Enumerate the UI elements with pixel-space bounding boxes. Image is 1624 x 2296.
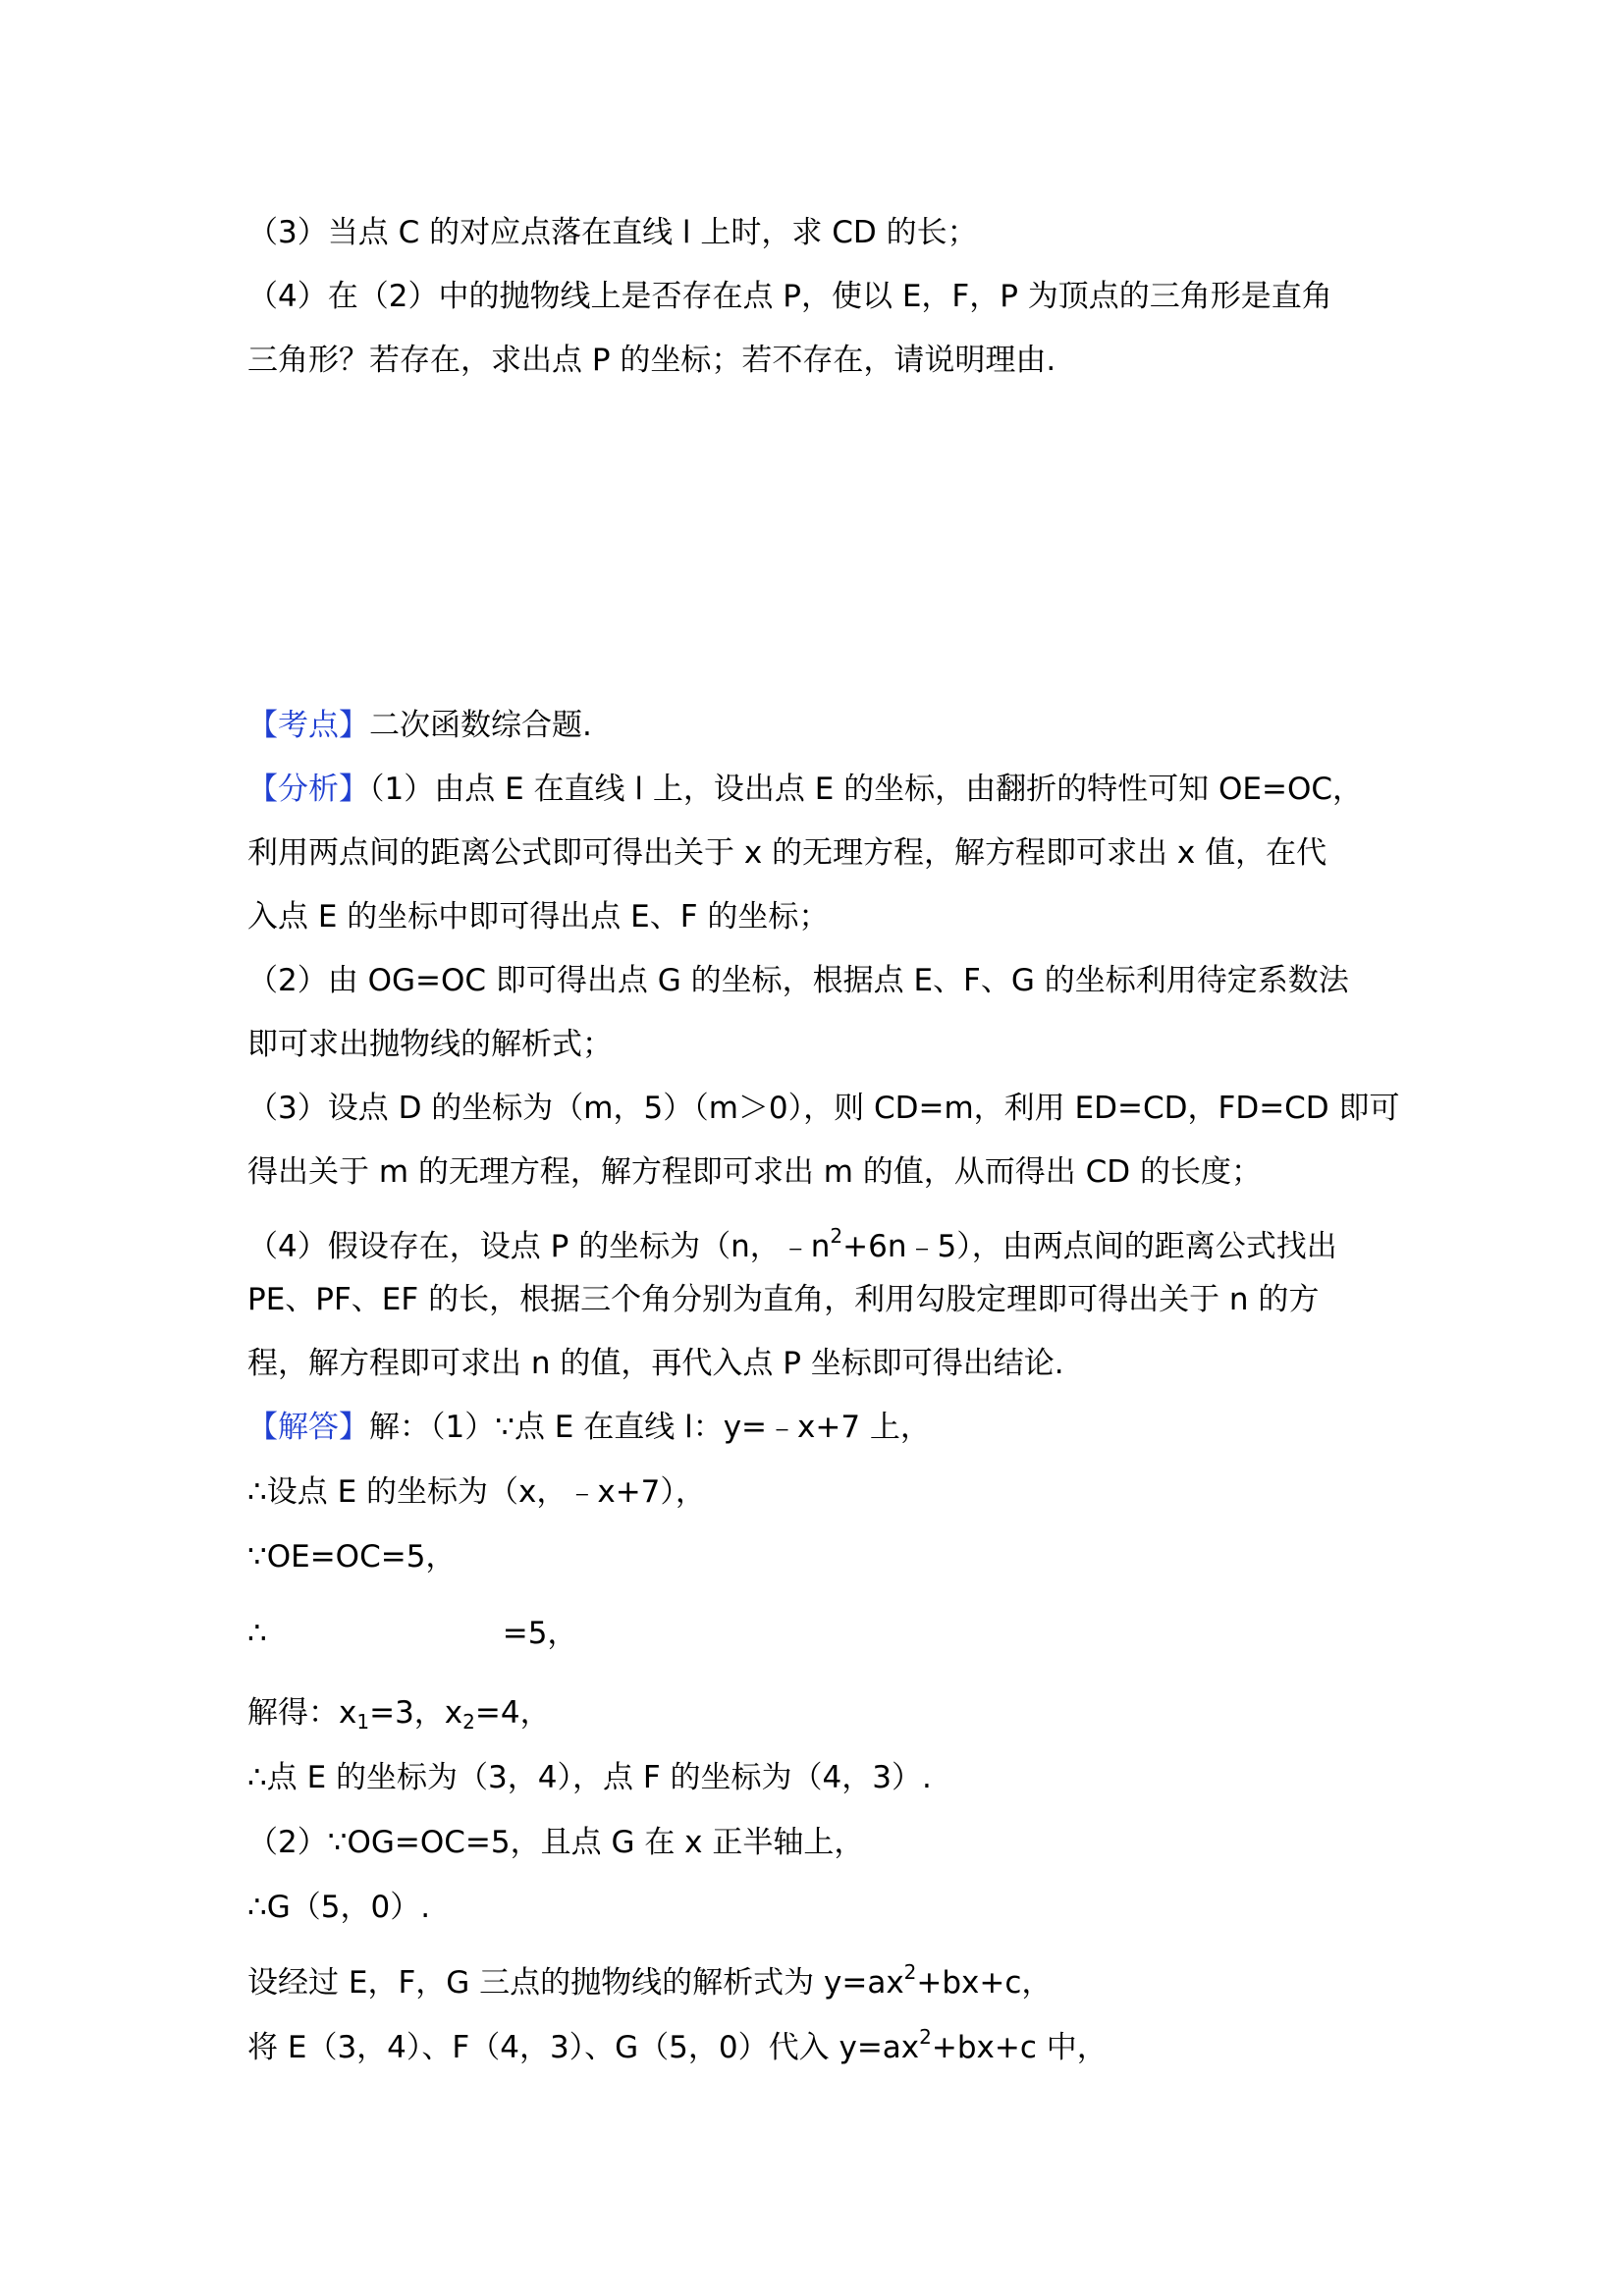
jieda-line-5 bbox=[247, 1693, 551, 1741]
question-part-3: （3）当点 C 的对应点落在直线 l 上时，求 CD 的长； bbox=[247, 215, 978, 250]
jieda-line-10 bbox=[247, 2017, 1108, 2067]
jieda-line-3: ∵OE=OC=5， bbox=[247, 1539, 457, 1575]
fenxi-line-10: 程，解方程即可求出 n 的值，再代入点 P 坐标即可得出结论. bbox=[247, 1346, 1064, 1381]
jieda-line-9-b: +bx+c， bbox=[916, 1965, 1053, 2001]
fenxi-line-1 bbox=[247, 770, 1363, 809]
jieda-line-4 bbox=[247, 1614, 577, 1653]
jieda-line-9-sup: 2 bbox=[903, 1960, 917, 1984]
jieda-tag: 【解答】 bbox=[247, 1410, 369, 1445]
jieda-line-6: ∴点 E 的坐标为（3，4），点 F 的坐标为（4，3）. bbox=[247, 1760, 932, 1795]
therefore-symbol: ∴ bbox=[247, 1616, 267, 1651]
fenxi-line-3: 入点 E 的坐标中即可得出点 E、F 的坐标； bbox=[247, 899, 830, 934]
jieda-line-10-a: 将 E（3，4）、F（4，3）、G（5，0）代入 y=ax bbox=[247, 2030, 920, 2065]
jieda-line-10-b: +bx+c 中， bbox=[931, 2030, 1108, 2065]
fenxi-line-8-sup: 2 bbox=[830, 1224, 843, 1248]
jieda-line-5-b: =3，x bbox=[369, 1695, 463, 1731]
jieda-line-2: ∴设点 E 的坐标为（x，﹣x+7）， bbox=[247, 1474, 706, 1510]
kaodian-line bbox=[247, 706, 592, 745]
jieda-line-5-sub-1: 1 bbox=[356, 1710, 370, 1734]
fenxi-line-9: PE、PF、EF 的长，根据三个角分别为直角，利用勾股定理即可得出关于 n 的方 bbox=[247, 1282, 1320, 1317]
fenxi-text-1: （1）由点 E 在直线 l 上，设出点 E 的坐标，由翻折的特性可知 OE=OC， bbox=[369, 772, 1363, 807]
fenxi-line-2: 利用两点间的距离公式即可得出关于 x 的无理方程，解方程即可求出 x 值，在代 bbox=[247, 835, 1327, 871]
fenxi-line-8-b: +6n﹣5），由两点间的距离公式找出 bbox=[842, 1229, 1337, 1264]
kaodian-text: 二次函数综合题. bbox=[369, 708, 592, 743]
jieda-line-7: （2）∵OG=OC=5，且点 G 在 x 正半轴上， bbox=[247, 1825, 865, 1860]
question-part-4-line-2: 三角形？若存在，求出点 P 的坐标；若不存在，请说明理由. bbox=[247, 343, 1056, 378]
jieda-line-9 bbox=[247, 1952, 1052, 2002]
jieda-line-5-c: =4， bbox=[474, 1695, 551, 1731]
fenxi-line-7: 得出关于 m 的无理方程，解方程即可求出 m 的值，从而得出 CD 的长度； bbox=[247, 1154, 1263, 1190]
fenxi-line-8 bbox=[247, 1216, 1337, 1266]
fenxi-line-4: （2）由 OG=OC 即可得出点 G 的坐标，根据点 E、F、G 的坐标利用待定系数法 bbox=[247, 963, 1349, 998]
jieda-line-5-a: 解得：x bbox=[247, 1695, 357, 1731]
kaodian-tag: 【考点】 bbox=[247, 708, 369, 743]
jieda-line-4-b: =5， bbox=[502, 1616, 578, 1651]
fenxi-tag: 【分析】 bbox=[247, 772, 369, 807]
jieda-text-1: 解：（1）∵点 E 在直线 l：y=﹣x+7 上， bbox=[369, 1410, 931, 1445]
fenxi-line-6: （3）设点 D 的坐标为（m，5）（m＞0），则 CD=m，利用 ED=CD，FD=CD 即可 bbox=[247, 1091, 1400, 1126]
jieda-line-8: ∴G（5，0）. bbox=[247, 1890, 431, 1925]
fenxi-line-8-a: （4）假设存在，设点 P 的坐标为（n，﹣n bbox=[247, 1229, 831, 1264]
fenxi-line-5: 即可求出抛物线的解析式； bbox=[247, 1027, 613, 1062]
jieda-line-10-sup: 2 bbox=[919, 2025, 932, 2049]
jieda-line-1 bbox=[247, 1408, 931, 1447]
jieda-line-9-a: 设经过 E，F，G 三点的抛物线的解析式为 y=ax bbox=[247, 1965, 904, 2001]
question-part-4-line-1: （4）在（2）中的抛物线上是否存在点 P，使以 E，F，P 为顶点的三角形是直角 bbox=[247, 279, 1332, 314]
jieda-line-5-sub-2: 2 bbox=[462, 1710, 475, 1734]
